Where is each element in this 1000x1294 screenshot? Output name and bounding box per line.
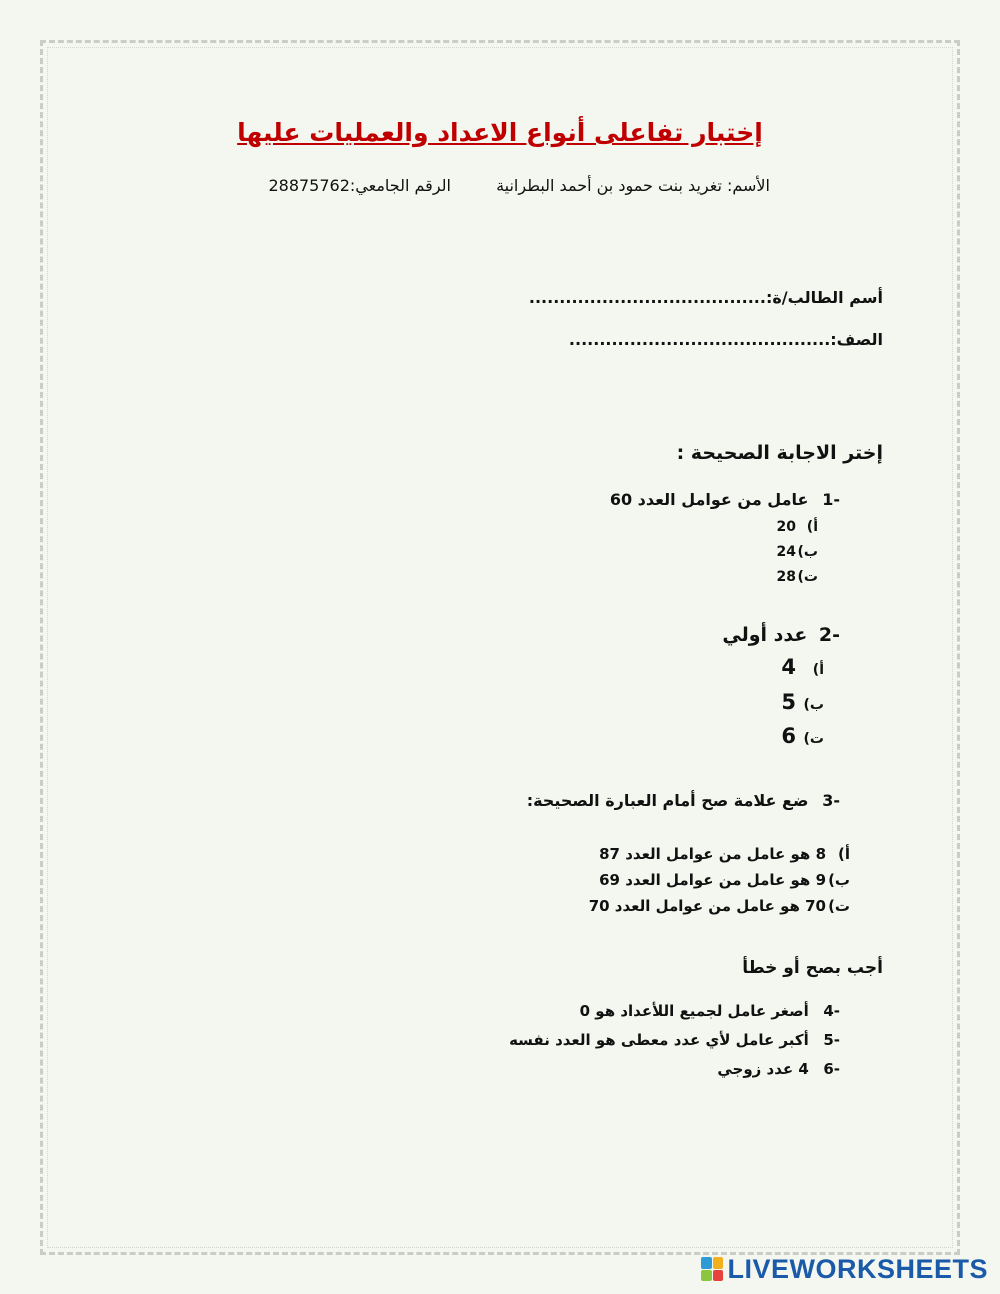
logo-square-red [713,1270,724,1282]
option-letter: ت) [797,569,818,585]
question-text: عدد أولي [722,624,808,646]
option-letter: أ) [838,845,850,863]
question-text: 4 عدد زوجي [717,1060,809,1078]
logo-square-blue [701,1257,712,1269]
question-3 [527,791,840,810]
logo-square-yellow [713,1257,724,1269]
option-letter: ت) [828,897,850,915]
question-text: ضع علامة صح أمام العبارة الصحيحة: [526,791,809,810]
question-number: -2 [818,624,840,646]
option-value: 20 [776,519,796,535]
q2-option-b[interactable] [781,690,824,714]
question-number: -6 [823,1060,840,1078]
page-title: إختبار تفاعلى أنواع الاعداد والعمليات عليها [237,118,763,147]
q3-option-a[interactable] [599,845,850,863]
class-field[interactable]: الصف:........................................... [568,330,883,349]
q2-option-a[interactable] [781,655,824,679]
question-number: -5 [823,1031,840,1049]
author-id: الرقم الجامعي:28875762 [268,176,451,195]
option-value: 24 [776,544,796,560]
option-letter: ت) [803,731,824,747]
q3-option-c[interactable] [589,897,850,915]
option-value: 8 هو عامل من عوامل العدد 87 [599,845,826,863]
option-value: 5 [781,690,796,714]
option-letter: ب) [828,871,850,889]
question-2 [722,624,840,646]
question-1 [610,490,840,509]
tf-question-6[interactable] [717,1060,840,1078]
author-name: الأسم: تغريد بنت حمود بن أحمد البطرانية [496,176,770,195]
question-number: -3 [822,791,840,810]
tf-question-4[interactable] [580,1002,840,1020]
tf-question-5[interactable] [509,1031,840,1049]
logo-square-green [701,1270,712,1282]
liveworksheets-logo[interactable] [701,1254,988,1284]
section-true-false: أجب بصح أو خطأ [742,958,883,978]
option-value: 9 هو عامل من عوامل العدد 69 [599,871,826,889]
q1-option-c[interactable] [777,569,818,585]
question-text: أكبر عامل لأي عدد معطى هو العدد نفسه [509,1031,809,1049]
student-name-field[interactable]: أسم الطالب/ة:....................................... [528,288,883,307]
q1-option-b[interactable] [777,544,818,560]
question-text: أصغر عامل لجميع اللأعداد هو 0 [579,1002,809,1020]
option-letter: أ) [806,519,818,535]
q2-option-c[interactable] [781,724,824,748]
option-value: 70 هو عامل من عوامل العدد 70 [588,897,826,915]
option-value: 6 [781,724,796,748]
option-letter: ب) [797,544,818,560]
q3-option-b[interactable] [599,871,850,889]
question-number: -4 [823,1002,840,1020]
section-multiple-choice: إختر الاجابة الصحيحة : [676,442,883,464]
option-letter: أ) [812,662,824,678]
q1-option-a[interactable] [777,519,818,535]
question-number: -1 [822,490,840,509]
logo-grid-icon [701,1257,723,1281]
logo-text: LIVEWORKSHEETS [727,1253,988,1284]
question-text: عامل من عوامل العدد 60 [609,490,809,509]
option-value: 28 [776,569,796,585]
option-letter: ب) [803,697,824,713]
option-value: 4 [781,655,796,679]
author-line [268,176,770,195]
